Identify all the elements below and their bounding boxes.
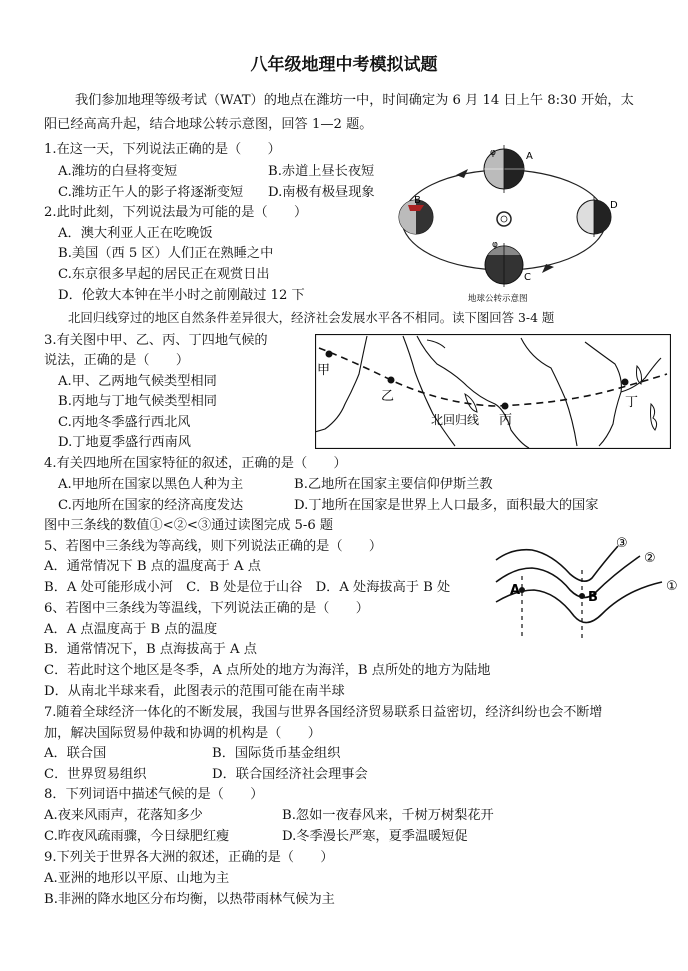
q3-option-d[interactable]: D.丁地夏季盛行西南风 [58,435,191,450]
q5-options-bcd[interactable]: B．A 处可能形成小河 C．B 处是位于山谷 D．A 处海拔高于 B 处 [44,580,451,595]
q2-stem: 2.此时此刻，下列说法最为可能的是（ ） [44,205,308,220]
contour-line-3 [496,546,618,581]
point-yi [388,377,395,384]
q3-option-c[interactable]: C.丙地冬季盛行西北风 [58,415,191,430]
q7-option-a[interactable]: A．联合国 [44,746,107,761]
q9-option-a[interactable]: A.亚洲的地形以平原、山地为主 [44,871,230,886]
q3-stem-line-1: 3.有关图中甲、乙、丙、丁四地气候的 [44,333,268,348]
point-bing [502,403,509,410]
label-yi: 乙 [381,389,395,404]
label-line-1: ① [666,579,678,594]
q3-stem-line-2: 说法，正确的是（ ） [44,353,190,368]
q8-stem: 8．下列词语中描述气候的是（ ） [44,787,264,802]
q1-option-d[interactable]: D.南极有极昼现象 [268,185,375,200]
orbit-caption: 地球公转示意图 [468,294,528,304]
page-title: 八年级地理中考模拟试题 [250,55,438,75]
q1-stem: 1.在这一天，下列说法正确的是（ ） [44,142,281,157]
label-b: B [414,195,421,206]
q5-stem: 5、若图中三条线为等高线，则下列说法正确的是（ ） [44,539,383,554]
q1-option-b[interactable]: B.赤道上昼长夜短 [268,164,375,179]
q8-option-b[interactable]: B.忽如一夜春风来，千树万树梨花开 [282,808,494,823]
q1-option-c[interactable]: C.潍坊正午人的影子将逐渐变短 [58,185,244,200]
q6-option-d[interactable]: D．从南北半球来看，此图表示的范围可能在南半球 [44,684,345,699]
q8-option-a[interactable]: A.夜来风雨声，花落知多少 [44,808,203,823]
label-bing: 丙 [499,413,513,428]
q2-option-a[interactable]: A．澳大利亚人正在吃晚饭 [58,226,213,241]
q3-option-b[interactable]: B.丙地与丁地气候类型相同 [58,394,217,409]
label-ding: 丁 [625,395,639,410]
q3-option-a[interactable]: A.甲、乙两地气候类型相同 [58,374,217,389]
label-point-b: B [588,590,598,605]
contour-diagram [492,534,682,644]
label-line-2: ② [644,551,656,566]
q6-option-a[interactable]: A．A 点温度高于 B 点的温度 [44,622,218,637]
label-c: C [524,272,531,283]
intro-q3-4: 北回归线穿过的地区自然条件差异很大，经济社会发展水平各不相同。读下图回答 3-4 题 [68,310,555,325]
earth-position-d [577,197,611,237]
q7-option-d[interactable]: D．联合国经济社会理事会 [212,767,368,782]
label-point-a: A [510,583,521,598]
q2-option-d[interactable]: D．伦敦大本钟在半小时之前刚敲过 12 下 [58,288,305,303]
label-jia: 甲 [317,363,331,378]
q5-option-a[interactable]: A．通常情况下 B 点的温度高于 A 点 [44,559,261,574]
q6-option-c[interactable]: C．若此时这个地区是冬季，A 点所处的地方为海洋，B 点所处的地方为陆地 [44,663,491,678]
q9-option-b[interactable]: B.非洲的降水地区分布均衡，以热带雨林气候为主 [44,892,335,907]
phi-label-c: φ [492,240,498,250]
label-tropic: 北回归线 [431,413,480,427]
q2-option-c[interactable]: C.东京很多早起的居民正在观赏日出 [58,267,270,282]
label-line-3: ③ [616,536,628,551]
point-b [579,593,585,599]
q6-option-b[interactable]: B．通常情况下，B 点海拔高于 A 点 [44,642,257,657]
point-jia [326,351,333,358]
q4-stem: 4.有关四地所在国家特征的叙述，正确的是（ ） [44,456,347,471]
q7-option-b[interactable]: B．国际货币基金组织 [212,746,341,761]
label-a: A [526,151,533,162]
label-d: D [610,200,618,211]
point-ding [622,379,629,386]
q8-option-c[interactable]: C.昨夜风疏雨骤，今日绿肥红瘦 [44,829,230,844]
intro-line-1: 我们参加地理等级考试（WAT）的地点在潍坊一中，时间确定为 6 月 14 日上午 8:30 开始，太 [75,93,634,108]
q2-option-b[interactable]: B.美国（西 5 区）人们正在熟睡之中 [58,246,274,261]
q4-option-d[interactable]: D.丁地所在国家是世界上人口最多，面积最大的国家 [294,498,599,513]
earth-position-c [485,243,523,287]
q7-stem-line-1: 7.随着全球经济一体化的不断发展，我国与世界各国经济贸易联系日益密切，经济纠纷也会不断增 [44,705,603,720]
orbit-direction-arrow [542,264,554,273]
intro-q5-6: 图中三条线的数值①<②<③通过读图完成 5-6 题 [44,518,334,533]
earth-orbit-diagram [398,145,630,307]
intro-line-2: 阳已经高高升起，结合地球公转示意图，回答 1—2 题。 [44,117,373,132]
q8-option-d[interactable]: D.冬季漫长严寒，夏季温暖短促 [282,829,468,844]
q4-option-c[interactable]: C.丙地所在国家的经济高度发达 [58,498,244,513]
phi-label-a: φ [490,148,496,158]
q4-option-a[interactable]: A.甲地所在国家以黑色人种为主 [58,477,244,492]
q7-stem-line-2: 加，解决国际贸易仲裁和协调的机构是（ ） [44,726,321,741]
q6-stem: 6、若图中三条线为等温线，下列说法正确的是（ ） [44,601,369,616]
q1-option-a[interactable]: A.潍坊的白昼将变短 [58,164,178,179]
tropic-of-cancer-map [315,334,671,449]
q9-stem: 9.下列关于世界各大洲的叙述，正确的是（ ） [44,850,334,865]
sun [497,212,511,226]
q4-option-b[interactable]: B.乙地所在国家主要信仰伊斯兰教 [294,477,493,492]
q7-option-c[interactable]: C．世界贸易组织 [44,767,147,782]
